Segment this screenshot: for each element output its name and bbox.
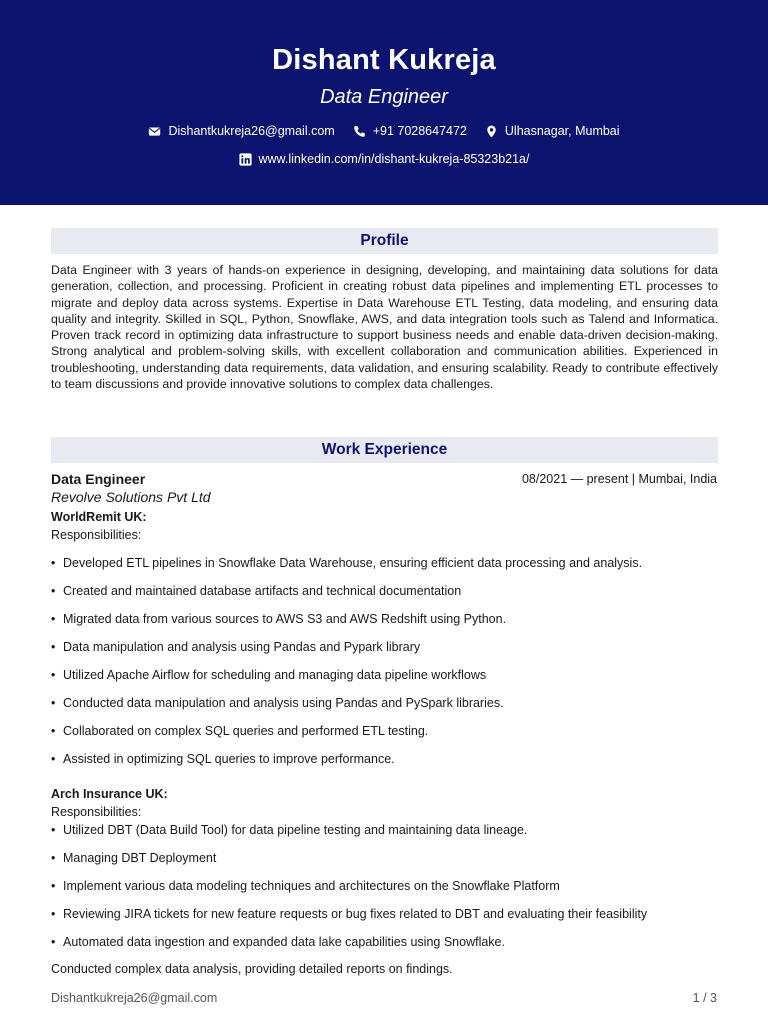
responsibilities-label: Responsibilities:	[51, 805, 142, 819]
job-title: Data Engineer	[51, 471, 146, 487]
profile-summary: Data Engineer with 3 years of hands-on experience in designing, developing, and maintaining data solutions for data generation, collection, and processing. Proficient in creating robust data pipelines and implementing ETL processes to migrate and deploy data across systems. Expertise in Data Warehouse ETL Testing, data modeling, and ensuring data quality and integrity. Skilled in SQL, Python, Snowflake, AWS, and data integration tools such as Talend and Informatica. Proven track record in optimizing data infrastructure to support business needs and enable data-driven decision-making. Strong analytical and problem-solving skills, with excellent collaboration and communication abilities. Experienced in troubleshooting, understanding data requirements, data validation, and ensuring scalability. Ready to contribute effectively to team discussions and provide innovative solutions to complex data challenges.	[51, 263, 718, 392]
list-item: • Automated data ingestion and expanded data lake capabilities using Snowflake.	[51, 935, 718, 963]
contact-row	[0, 124, 768, 138]
list-item: • Developed ETL pipelines in Snowflake Data Warehouse, ensuring efficient data processing and analysis.	[51, 556, 718, 584]
email-text[interactable]: Dishantkukreja26@gmail.com	[168, 124, 335, 138]
list-item: • Created and maintained database artifacts and technical documentation	[51, 584, 718, 612]
email-icon	[148, 125, 161, 138]
list-item: • Migrated data from various sources to AWS S3 and AWS Redshift using Python.	[51, 612, 718, 640]
candidate-name: Dishant Kukreja	[272, 44, 496, 76]
list-item: • Collaborated on complex SQL queries and performed ETL testing.	[51, 724, 718, 752]
responsibilities-label: Responsibilities:	[51, 528, 142, 542]
phone-icon	[353, 125, 366, 138]
contact-email[interactable]	[148, 124, 334, 138]
contact-phone[interactable]	[353, 124, 467, 138]
contact-row-linkedin	[0, 152, 768, 166]
footer-email: Dishantkukreja26@gmail.com	[51, 991, 218, 1005]
list-item: • Managing DBT Deployment	[51, 851, 718, 879]
section-heading-profile: Profile	[51, 228, 718, 254]
location-icon	[485, 125, 498, 138]
linkedin-link[interactable]: www.linkedin.com/in/dishant-kukreja-85323b21a/	[258, 152, 530, 166]
list-item: • Conducted data manipulation and analysis using Pandas and PySpark libraries.	[51, 696, 718, 724]
analysis-summary: Conducted complex data analysis, providing detailed reports on findings.	[51, 962, 453, 976]
arch-bullet-list	[51, 823, 718, 963]
list-item: • Utilized DBT (Data Build Tool) for data pipeline testing and maintaining data lineage.	[51, 823, 718, 851]
list-item: • Data manipulation and analysis using Pandas and Pypark library	[51, 640, 718, 668]
worldremit-bullet-list	[51, 556, 718, 780]
list-item: • Implement various data modeling techniques and architectures on the Snowflake Platform	[51, 879, 718, 907]
phone-text[interactable]: +91 7028647472	[372, 124, 467, 138]
contact-linkedin[interactable]	[239, 152, 530, 166]
list-item: • Utilized Apache Airflow for scheduling and managing data pipeline workflows	[51, 668, 718, 696]
contact-location	[485, 124, 620, 138]
job-dates-location: 08/2021 — present | Mumbai, India	[521, 472, 717, 486]
candidate-title: Data Engineer	[320, 86, 448, 108]
client-name-worldremit: WorldRemit UK:	[51, 510, 147, 524]
list-item: • Assisted in optimizing SQL queries to improve performance.	[51, 752, 718, 780]
company-name: Revolve Solutions Pvt Ltd	[51, 489, 211, 505]
list-item: • Reviewing JIRA tickets for new feature requests or bug fixes related to DBT and evaluating their feasibility	[51, 907, 718, 935]
location-text: Ulhasnagar, Mumbai	[504, 124, 620, 138]
section-heading-experience: Work Experience	[51, 437, 718, 463]
linkedin-icon	[239, 153, 252, 166]
page-number: 1 / 3	[692, 991, 717, 1005]
client-name-arch: Arch Insurance UK:	[51, 787, 168, 801]
resume-header	[0, 0, 768, 205]
